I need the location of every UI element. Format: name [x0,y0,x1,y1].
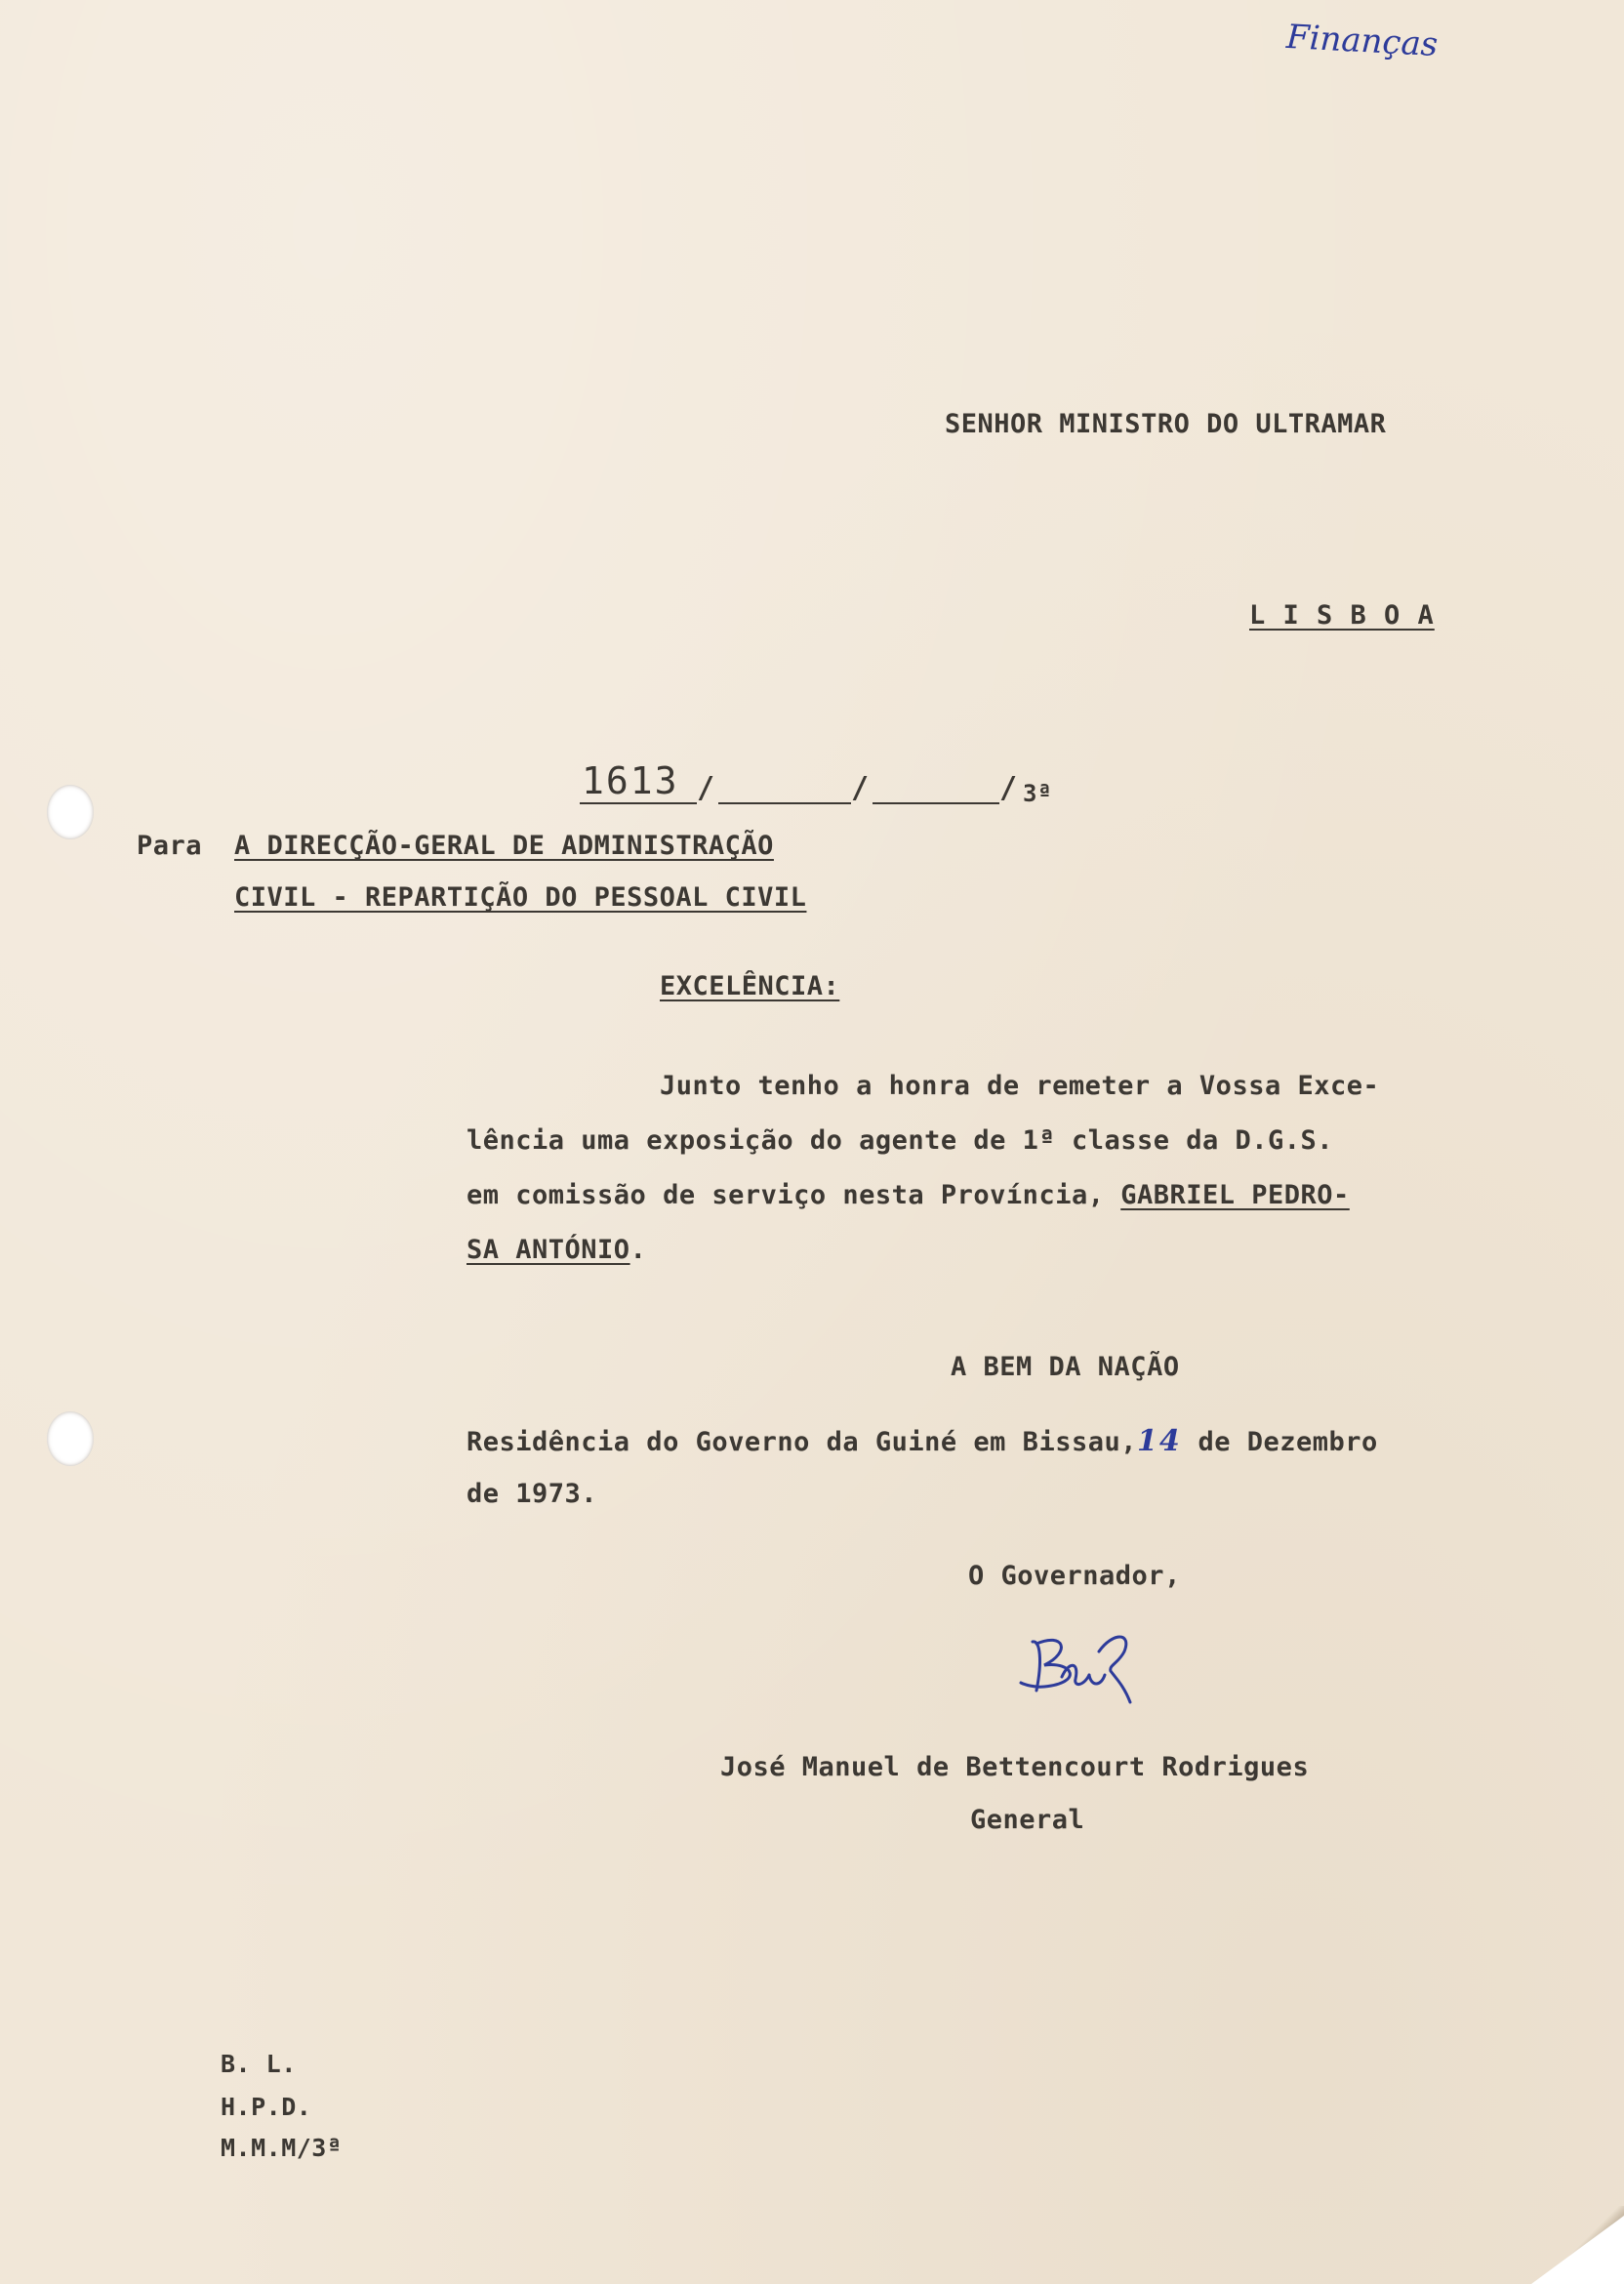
reference-slash: / [697,771,715,805]
closing-formula: A BEM DA NAÇÃO [951,1352,1180,1382]
signatory-name: José Manuel de Bettencourt Rodrigues [720,1752,1310,1782]
signatory-rank: General [970,1805,1085,1835]
body-line [467,1179,1350,1212]
date-year: de 1973. [467,1479,598,1509]
body-line: Junto tenho a honra de remeter a Vossa Exce- [660,1071,1380,1101]
reference-blank [718,802,851,804]
body-text: em comissão de serviço nesta Província, [467,1180,1121,1210]
recipient-line1: A DIRECÇÃO-GERAL DE ADMINISTRAÇÃO [234,831,774,861]
place-text: Residência do Governo da Guiné em Bissau, [467,1427,1137,1457]
body-person-name: GABRIEL PEDRO- [1120,1180,1350,1210]
initials-line: B. L. [221,2050,297,2078]
place-date [467,1425,1378,1459]
initials-line: M.M.M/3ª [221,2134,343,2162]
body-person-name: SA ANTÓNIO [467,1235,630,1265]
body-line [467,1234,646,1267]
reference-blank [873,802,999,804]
body-text: . [629,1235,647,1265]
body-line: lência uma exposição do agente de 1ª classe da D.G.S. [467,1125,1334,1156]
reference-underline [580,802,697,804]
punch-hole [47,1411,94,1466]
reference-suffix: 3ª [1023,780,1052,807]
recipient-prefix: Para [137,831,203,861]
reference-slash: / [851,771,870,805]
handwritten-annotation: Finanças [1285,17,1440,65]
addressee-line: SENHOR MINISTRO DO ULTRAMAR [945,409,1387,439]
date-text: de Dezembro [1181,1427,1378,1457]
addressee-city: L I S B O A [1249,600,1435,631]
salutation: EXCELÊNCIA: [660,971,840,1001]
initials-line: H.P.D. [221,2093,312,2121]
reference-slash: / [999,771,1018,805]
signatory-role: O Governador, [968,1561,1181,1591]
punch-hole [47,785,94,839]
recipient-line2: CIVIL - REPARTIÇÃO DO PESSOAL CIVIL [234,882,807,913]
reference-number: 1613 [582,759,679,802]
signature-icon [1015,1622,1152,1710]
handwritten-day: 14 [1136,1424,1182,1458]
folded-corner [1531,2216,1624,2284]
